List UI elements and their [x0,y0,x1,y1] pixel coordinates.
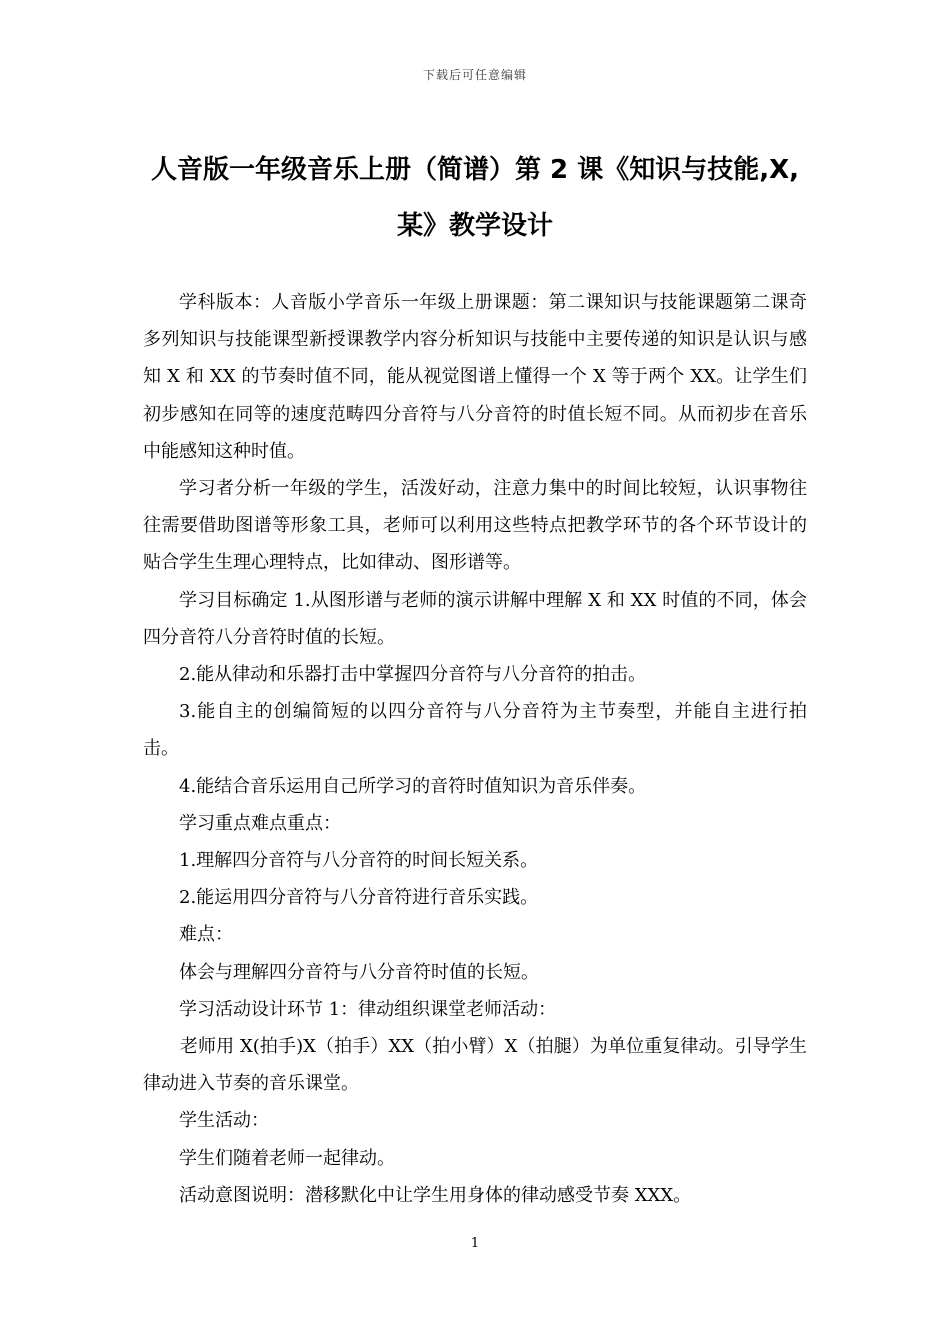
title-line-2: 某》教学设计 [396,211,553,241]
title-line-1: 人音版一年级音乐上册（简谱）第 2 课《知识与技能,X, [151,155,799,185]
paragraph-student-activity: 学生们随着老师一起律动。 [179,1147,395,1169]
paragraph-key-points-heading: 学习重点难点重点： [179,812,341,834]
paragraph-activity-1-heading: 学习活动设计环节 1：律动组织课堂老师活动： [179,998,557,1020]
paragraph-difficulty: 体会与理解四分音符与八分音符时值的长短。 [179,961,539,983]
document-body [143,284,807,1214]
paragraph-teacher-activity: 老师用 X(拍手)X（拍手）XX（拍小臂）X（拍腿）为单位重复律动。引导学生律动进入节奏的音乐课堂。 [143,1036,807,1095]
paragraph-key-point-2: 2.能运用四分音符与八分音符进行音乐实践。 [179,887,539,909]
paragraph-learner-analysis: 学习者分析一年级的学生，活泼好动，注意力集中的时间比较短，认识事物往往需要借助图谱等形象工具，老师可以利用这些特点把教学环节的各个环节设计的贴合学生生理心理特点，比如律动、图形谱等。 [143,478,807,574]
paragraph-objective-3: 3.能自主的创编简短的以四分音符与八分音符为主节奏型，并能自主进行拍击。 [143,701,807,760]
paragraph-difficulty-heading: 难点： [179,924,233,946]
paragraph-key-point-1: 1.理解四分音符与八分音符的时间长短关系。 [179,850,539,872]
paragraph-objective-4: 4.能结合音乐运用自己所学习的音符时值知识为音乐伴奏。 [179,775,647,797]
paragraph-activity-intent: 活动意图说明：潜移默化中让学生用身体的律动感受节奏 XXX。 [179,1184,692,1206]
paragraph-subject-version: 学科版本：人音版小学音乐一年级上册课题：第二课知识与技能课题第二课奇多列知识与技能课型新授课教学内容分析知识与技能中主要传递的知识是认识与感知 X 和 XX 的节奏时值不同，能从视觉图谱上懂得一个 X 等于两个 XX。让学生们初步感知在同等的速度范畴四分音符与八分音符的时值长短不同。从而初步在音乐中能感知这种时值。 [143,292,807,462]
paragraph-student-activity-heading: 学生活动： [179,1110,269,1132]
page-header-note: 下载后可任意编辑 [422,68,527,82]
paragraph-objective-2: 2.能从律动和乐器打击中掌握四分音符与八分音符的拍击。 [179,664,647,686]
document-title [143,142,807,254]
paragraph-objective-1: 学习目标确定 1.从图形谱与老师的演示讲解中理解 X 和 XX 时值的不同，体会四分音符八分音符时值的长短。 [143,589,807,648]
page-number: 1 [470,1236,480,1251]
